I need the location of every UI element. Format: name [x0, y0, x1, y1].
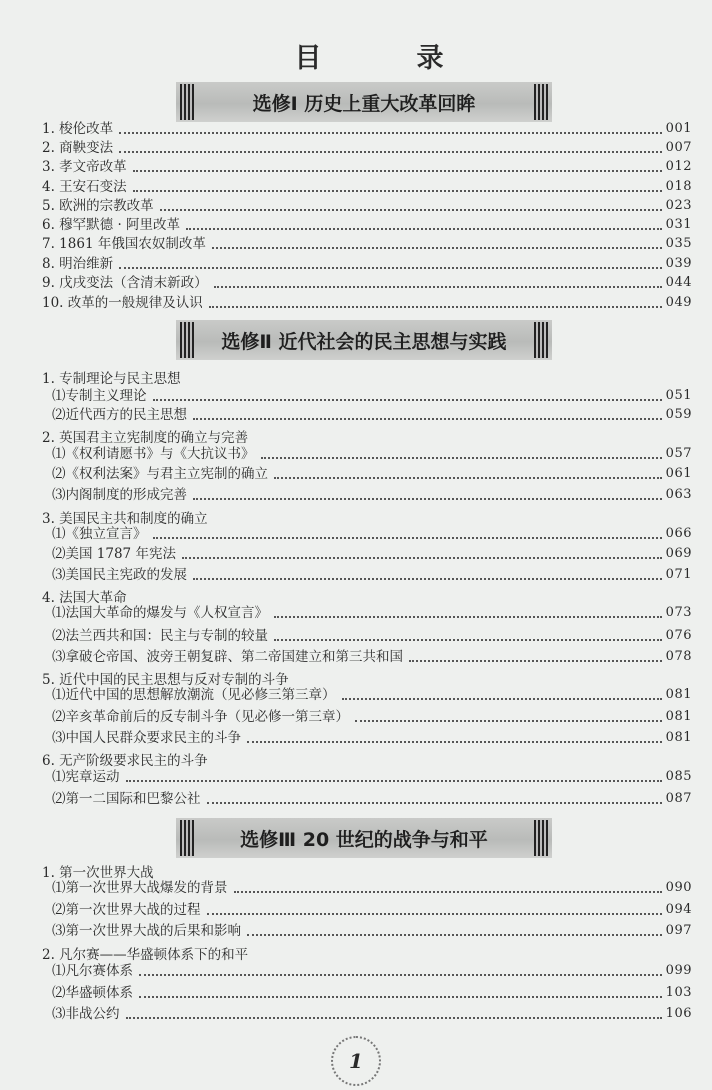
leader-dots — [209, 306, 662, 308]
leader-dots — [119, 132, 662, 134]
toc-entry-page: 081 — [665, 687, 692, 702]
toc-entry[interactable] — [52, 899, 692, 919]
toc-entry-title: 6. 穆罕默德 · 阿里改革 — [42, 217, 181, 233]
toc-entry[interactable] — [52, 684, 692, 704]
toc-entry[interactable] — [42, 292, 692, 312]
toc-entry-page: 066 — [665, 526, 692, 541]
leader-dots — [119, 267, 662, 269]
toc-entry-page: 044 — [665, 275, 692, 290]
toc-entry-page: 081 — [665, 730, 692, 745]
toc-entry-title: ⑶内阁制度的形成完善 — [52, 487, 187, 503]
toc-entry[interactable] — [52, 788, 692, 808]
toc-entry-page: 097 — [665, 923, 692, 938]
leader-dots — [160, 209, 662, 211]
toc-entry-page: 078 — [665, 649, 692, 664]
toc-entry-title: 8. 明治维新 — [42, 256, 114, 272]
toc-entry[interactable] — [52, 463, 692, 483]
toc-entry[interactable] — [42, 156, 692, 176]
toc-entry-title: ⑶美国民主宪政的发展 — [52, 567, 187, 583]
toc-entry-title: ⑴凡尔赛体系 — [52, 963, 133, 979]
section-banner-1: 选修Ⅰ 历史上重大改革回眸 — [176, 82, 552, 122]
toc-entry[interactable] — [52, 727, 692, 747]
toc-entry[interactable] — [52, 443, 692, 463]
toc-entry-title: 7. 1861 年俄国农奴制改革 — [42, 236, 206, 252]
toc-entry-title: ⑴宪章运动 — [52, 769, 120, 785]
toc-entry[interactable] — [52, 1003, 692, 1023]
toc-entry[interactable] — [52, 602, 692, 622]
toc-entry-title: ⑵法兰西共和国：民主与专制的较量 — [52, 628, 268, 644]
toc-chapter-heading[interactable]: 3. 美国民主共和制度的确立 — [42, 511, 208, 527]
toc-entry-title: ⑵第一次世界大战的过程 — [52, 902, 201, 918]
toc-entry[interactable] — [42, 233, 692, 253]
toc-entry-page: 073 — [665, 605, 692, 620]
leader-dots — [274, 616, 662, 618]
toc-entry-page: 094 — [665, 902, 692, 917]
toc-entry[interactable] — [42, 253, 692, 273]
toc-entry-title: ⑶第一次世界大战的后果和影响 — [52, 923, 241, 939]
leader-dots — [207, 802, 662, 804]
leader-dots — [139, 996, 662, 998]
toc-entry-title: 4. 王安石变法 — [42, 179, 127, 195]
toc-entry[interactable] — [42, 195, 692, 215]
toc-entry-page: 031 — [665, 217, 692, 232]
toc-entry[interactable] — [52, 877, 692, 897]
toc-entry-title: ⑴《权利请愿书》与《大抗议书》 — [52, 446, 255, 462]
leader-dots — [153, 399, 662, 401]
toc-entry-page: 103 — [665, 985, 692, 1000]
leader-dots — [214, 286, 662, 288]
toc-entry-title: 9. 戊戌变法（含清末新政） — [42, 275, 208, 291]
leader-dots — [234, 891, 662, 893]
toc-entry-title: 3. 孝文帝改革 — [42, 159, 127, 175]
page-number: 1 — [331, 1036, 381, 1086]
toc-entry[interactable] — [52, 543, 692, 563]
toc-entry-page: 106 — [665, 1006, 692, 1021]
leader-dots — [355, 720, 662, 722]
leader-dots — [126, 1017, 662, 1019]
leader-dots — [133, 190, 662, 192]
toc-entry-page: 063 — [665, 487, 692, 502]
toc-entry-page: 076 — [665, 628, 692, 643]
toc-entry-title: ⑵近代西方的民主思想 — [52, 407, 187, 423]
toc-entry-title: 1. 梭伦改革 — [42, 121, 114, 137]
toc-entry-page: 023 — [665, 198, 692, 213]
toc-entry-title: ⑴第一次世界大战爆发的背景 — [52, 880, 228, 896]
toc-entry-page: 057 — [665, 446, 692, 461]
toc-entry-title: 10. 改革的一般规律及认识 — [42, 295, 203, 311]
toc-entry[interactable] — [52, 982, 692, 1002]
toc-entry-page: 061 — [665, 466, 692, 481]
leader-dots — [139, 974, 662, 976]
toc-entry[interactable] — [52, 523, 692, 543]
toc-entry-title: 2. 商鞅变法 — [42, 140, 114, 156]
toc-entry-page: 001 — [665, 121, 692, 136]
toc-entry-title: ⑵辛亥革命前后的反专制斗争（见必修一第三章） — [52, 709, 349, 725]
toc-entry-title: 5. 欧洲的宗教改革 — [42, 198, 154, 214]
leader-dots — [186, 228, 662, 230]
toc-chapter-heading[interactable]: 6. 无产阶级要求民主的斗争 — [42, 753, 208, 769]
toc-chapter-heading[interactable]: 2. 凡尔赛——华盛顿体系下的和平 — [42, 947, 249, 963]
toc-entry-page: 018 — [665, 179, 692, 194]
toc-entry-page: 069 — [665, 546, 692, 561]
toc-entry-page: 087 — [665, 791, 692, 806]
page-title: 目 录 — [294, 43, 478, 74]
toc-entry[interactable] — [52, 766, 692, 786]
toc-entry-page: 099 — [665, 963, 692, 978]
toc-entry-title: ⑵《权利法案》与君主立宪制的确立 — [52, 466, 268, 482]
toc-entry[interactable] — [52, 920, 692, 940]
toc-chapter-heading[interactable]: 5. 近代中国的民主思想与反对专制的斗争 — [42, 672, 289, 688]
toc-entry-page: 090 — [665, 880, 692, 895]
toc-entry-title: ⑵美国 1787 年宪法 — [52, 546, 176, 562]
leader-dots — [193, 418, 662, 420]
toc-entry[interactable] — [52, 385, 692, 405]
toc-chapter-heading[interactable]: 1. 第一次世界大战 — [42, 865, 154, 881]
toc-entry-page: 007 — [665, 140, 692, 155]
toc-entry[interactable] — [42, 118, 692, 138]
toc-entry[interactable] — [42, 272, 692, 292]
toc-entry-page: 085 — [665, 769, 692, 784]
toc-entry[interactable] — [52, 960, 692, 980]
leader-dots — [261, 457, 662, 459]
toc-entry[interactable] — [42, 176, 692, 196]
toc-entry-title: ⑴法国大革命的爆发与《人权宣言》 — [52, 605, 268, 621]
toc-entry[interactable] — [52, 484, 692, 504]
toc-entry-page: 051 — [665, 388, 692, 403]
leader-dots — [182, 557, 662, 559]
toc-entry-page: 012 — [665, 159, 692, 174]
toc-chapter-heading[interactable]: 2. 英国君主立宪制度的确立与完善 — [42, 430, 249, 446]
leader-dots — [247, 934, 662, 936]
toc-entry[interactable] — [52, 646, 692, 666]
toc-entry[interactable] — [52, 706, 692, 726]
toc-chapter-heading[interactable]: 4. 法国大革命 — [42, 590, 127, 606]
toc-entry-title: ⑴《独立宣言》 — [52, 526, 147, 542]
leader-dots — [212, 247, 662, 249]
section-banner-3: 选修Ⅲ 20 世纪的战争与和平 — [176, 818, 552, 858]
leader-dots — [247, 741, 662, 743]
leader-dots — [342, 698, 662, 700]
toc-entry[interactable] — [52, 564, 692, 584]
leader-dots — [119, 151, 662, 153]
toc-entry-title: ⑵第一二国际和巴黎公社 — [52, 791, 201, 807]
toc-entry-title: ⑴专制主义理论 — [52, 388, 147, 404]
toc-entry[interactable] — [52, 625, 692, 645]
toc-entry-title: ⑶非战公约 — [52, 1006, 120, 1022]
leader-dots — [193, 498, 662, 500]
toc-entry[interactable] — [42, 214, 692, 234]
toc-entry-page: 059 — [665, 407, 692, 422]
toc-entry[interactable] — [42, 137, 692, 157]
leader-dots — [207, 913, 662, 915]
toc-entry-page: 081 — [665, 709, 692, 724]
toc-entry[interactable] — [52, 404, 692, 424]
leader-dots — [274, 639, 662, 641]
toc-entry-page: 071 — [665, 567, 692, 582]
toc-entry-page: 035 — [665, 236, 692, 251]
toc-chapter-heading[interactable]: 1. 专制理论与民主思想 — [42, 371, 181, 387]
leader-dots — [126, 780, 662, 782]
toc-entry-page: 039 — [665, 256, 692, 271]
toc-entry-title: ⑴近代中国的思想解放潮流（见必修三第三章） — [52, 687, 336, 703]
leader-dots — [193, 578, 662, 580]
toc-entry-title: ⑶拿破仑帝国、波旁王朝复辟、第二帝国建立和第三共和国 — [52, 649, 403, 665]
section-banner-2: 选修Ⅱ 近代社会的民主思想与实践 — [176, 320, 552, 360]
leader-dots — [133, 170, 662, 172]
toc-entry-page: 049 — [665, 295, 692, 310]
toc-entry-title: ⑵华盛顿体系 — [52, 985, 133, 1001]
leader-dots — [409, 660, 662, 662]
leader-dots — [274, 477, 662, 479]
leader-dots — [153, 537, 662, 539]
toc-entry-title: ⑶中国人民群众要求民主的斗争 — [52, 730, 241, 746]
